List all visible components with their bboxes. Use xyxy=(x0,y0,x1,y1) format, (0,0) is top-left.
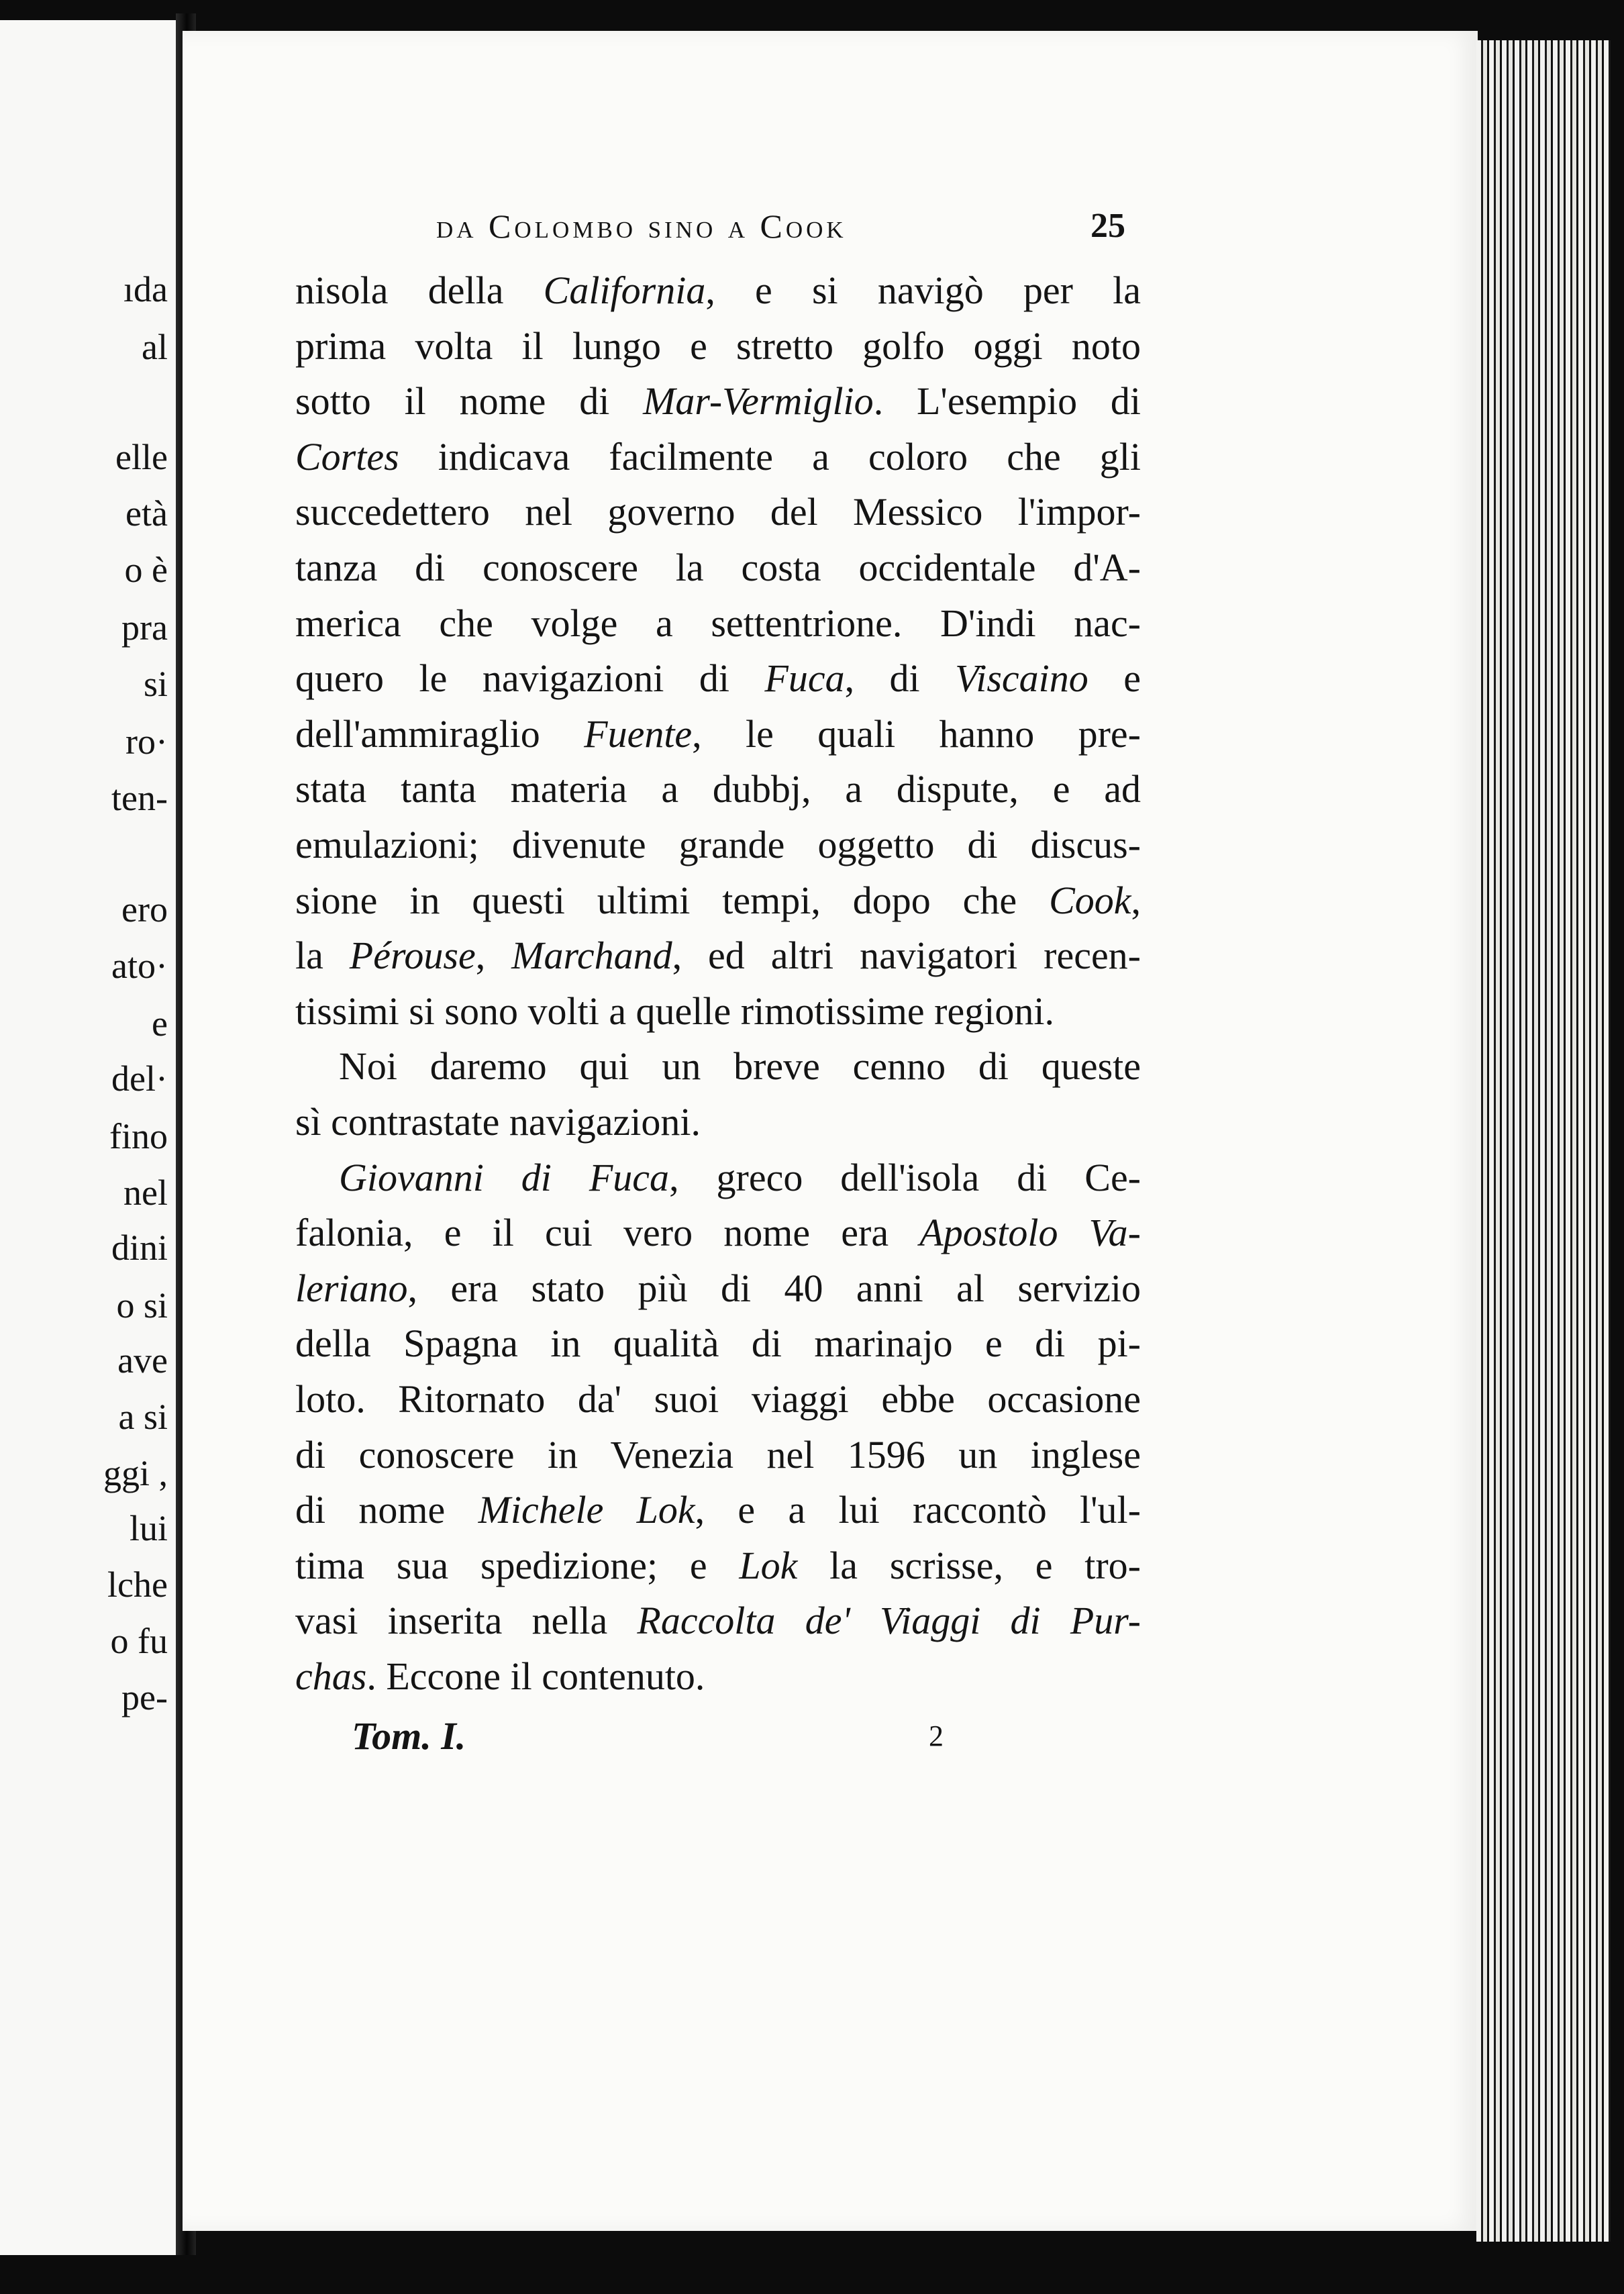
text-run: la xyxy=(295,934,350,977)
left-page-fragment: dini xyxy=(111,1228,168,1268)
text-line xyxy=(295,263,1141,318)
text-line xyxy=(295,707,1141,762)
left-page-fragment: ro· xyxy=(125,721,168,762)
text-run: tanza di conoscere la costa occidentale d'A- xyxy=(295,546,1141,589)
italic-text: Fuente xyxy=(584,712,693,756)
left-page-fragment: ggi , xyxy=(103,1453,168,1493)
text-line xyxy=(295,1428,1141,1483)
text-run: , greco dell'isola di Ce- xyxy=(669,1156,1141,1199)
italic-text: Fuca xyxy=(764,656,845,700)
text-line xyxy=(295,374,1141,429)
text-run: . Eccone il contenuto. xyxy=(366,1654,705,1698)
text-run: la scrisse, e tro- xyxy=(797,1544,1141,1587)
italic-text: Apostolo Va- xyxy=(919,1211,1141,1254)
text-run: loto. Ritornato da' suoi viaggi ebbe occasione xyxy=(295,1377,1141,1421)
text-run: quero le navigazioni di xyxy=(295,656,765,700)
left-page-fragment: ten- xyxy=(111,778,168,818)
text-run: e xyxy=(1088,656,1141,700)
text-line xyxy=(295,1483,1141,1538)
text-run: , xyxy=(475,934,512,977)
text-run: . L'esempio di xyxy=(873,379,1141,423)
italic-text: Cook xyxy=(1049,879,1131,922)
text-line xyxy=(295,596,1141,651)
text-line xyxy=(295,984,1141,1039)
text-run: vasi inserita nella xyxy=(295,1599,638,1642)
left-page-fragment: del· xyxy=(111,1058,168,1099)
italic-text: Mar-Vermiglio xyxy=(643,379,874,423)
text-line xyxy=(339,1150,1141,1205)
text-run: , era stato più di 40 anni al servizio xyxy=(407,1266,1141,1310)
italic-text: Giovanni di Fuca xyxy=(339,1156,670,1199)
volume-signature: Tom. I. xyxy=(352,1714,466,1758)
text-run: , xyxy=(1131,879,1141,922)
running-head: da Colombo sino a Cook xyxy=(436,207,847,245)
left-page-fragment: si xyxy=(143,664,168,704)
left-page-fragment: pe- xyxy=(121,1677,168,1717)
left-page-fragment: ıda xyxy=(123,269,168,309)
left-page-fragment: lui xyxy=(129,1508,168,1548)
text-run: sione in questi ultimi tempi, dopo che xyxy=(295,879,1050,922)
text-line xyxy=(295,762,1141,817)
text-run: di conoscere in Venezia nel 1596 un inglese xyxy=(295,1433,1141,1477)
text-run: nisola della xyxy=(295,268,544,312)
text-run: prima volta il lungo e stretto golfo oggi noto xyxy=(295,324,1141,368)
text-run: merica che volge a settentrione. D'indi nac- xyxy=(295,601,1141,645)
italic-text: Marchand xyxy=(511,934,672,977)
left-page-fragment: o si xyxy=(116,1285,168,1326)
text-line xyxy=(295,1095,1141,1150)
left-page-fragment: ave xyxy=(117,1340,168,1381)
left-page-fragment: ero xyxy=(121,889,168,930)
left-page-fragment: nel xyxy=(123,1173,168,1213)
left-facing-page xyxy=(0,20,176,2255)
left-page-fragment: e xyxy=(152,1003,168,1044)
italic-text: Cortes xyxy=(295,435,399,479)
text-run: tima sua spedizione; e xyxy=(295,1544,740,1587)
text-run: dell'ammiraglio xyxy=(295,712,585,756)
text-run: tissimi si sono volti a quelle rimotissime regioni. xyxy=(295,989,1054,1033)
text-run: indicava facilmente a coloro che gli xyxy=(399,435,1141,479)
text-run: , e si navigò per la xyxy=(705,268,1141,312)
text-line xyxy=(295,485,1141,540)
text-run: Noi daremo qui un breve cenno di queste xyxy=(339,1044,1141,1088)
text-line xyxy=(339,1039,1141,1094)
left-page-fragment: elle xyxy=(115,437,168,477)
text-run: , ed altri navigatori recen- xyxy=(672,934,1141,977)
text-line xyxy=(295,1261,1141,1316)
italic-text: leriano xyxy=(295,1266,408,1310)
text-line xyxy=(295,1372,1141,1427)
left-page-fragment: lche xyxy=(107,1564,168,1605)
left-page-fragment: o fu xyxy=(110,1621,168,1661)
text-run: sotto il nome di xyxy=(295,379,644,423)
text-run: stata tanta materia a dubbj, a dispute, e ad xyxy=(295,767,1141,811)
text-line xyxy=(295,430,1141,485)
text-line xyxy=(295,873,1141,928)
left-page-fragment: al xyxy=(142,327,168,367)
left-page-fragment: pra xyxy=(121,607,168,648)
text-line xyxy=(295,319,1141,374)
text-run: falonia, e il cui vero nome era xyxy=(295,1211,920,1254)
text-line xyxy=(295,1538,1141,1593)
italic-text: California xyxy=(543,268,706,312)
left-page-fragment: ato· xyxy=(111,946,168,986)
left-page-fragment: a si xyxy=(118,1397,168,1437)
text-run: , e a lui raccontò l'ul- xyxy=(695,1488,1141,1532)
text-line xyxy=(295,1593,1141,1648)
text-line xyxy=(295,1649,1141,1704)
text-run: di nome xyxy=(295,1488,478,1532)
left-page-fragment: o è xyxy=(124,550,168,590)
text-line xyxy=(295,1205,1141,1260)
page-edges xyxy=(1476,40,1611,2242)
italic-text: Michele Lok xyxy=(478,1488,695,1532)
left-page-fragment: età xyxy=(125,493,168,534)
text-run: sì contrastate navigazioni. xyxy=(295,1100,701,1144)
text-run: emulazioni; divenute grande oggetto di discus- xyxy=(295,823,1141,866)
italic-text: Viscaino xyxy=(955,656,1088,700)
text-run: succedettero nel governo del Messico l'impor- xyxy=(295,490,1141,534)
text-line xyxy=(295,540,1141,595)
page-number: 25 xyxy=(1090,207,1125,245)
left-page-fragment: fino xyxy=(109,1116,168,1156)
italic-text: chas xyxy=(295,1654,367,1698)
italic-text: Raccolta de' Viaggi di Pur- xyxy=(637,1599,1141,1642)
text-run: , di xyxy=(844,656,956,700)
text-line xyxy=(295,817,1141,872)
text-line xyxy=(295,1316,1141,1371)
text-line xyxy=(295,928,1141,983)
text-run: , le quali hanno pre- xyxy=(692,712,1141,756)
text-line xyxy=(295,651,1141,706)
italic-text: Lok xyxy=(739,1544,798,1587)
signature-mark: 2 xyxy=(929,1719,944,1752)
italic-text: Pérouse xyxy=(349,934,476,977)
text-run: della Spagna in qualità di marinajo e di pi- xyxy=(295,1321,1141,1365)
